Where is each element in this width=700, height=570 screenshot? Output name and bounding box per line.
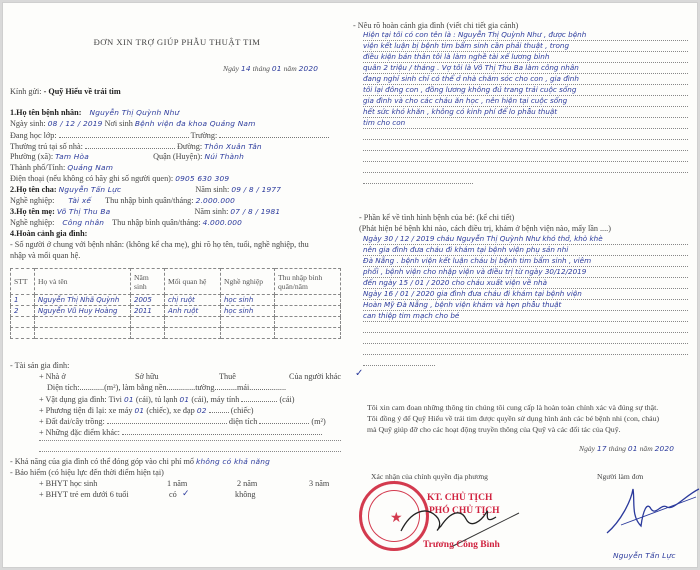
patient-street: Thôn Xuân Tân xyxy=(204,142,262,151)
illness-label: - Phần kể về tình hình bệnh của bé: (kể chi tiết) xyxy=(359,213,515,222)
scanned-application-form xyxy=(2,2,698,568)
bike-count: 02 xyxy=(196,406,207,415)
patient-district: Núi Thành xyxy=(204,152,244,161)
patient-city: Quảng Nam xyxy=(67,163,114,172)
mother-job-row: Nghề nghiệp: Công nhân Thu nhập bình quân/tháng: 4.000.000 xyxy=(10,218,243,227)
patient-dob: 08 / 12 / 2019 xyxy=(47,119,103,128)
mother-job: Công nhân xyxy=(62,218,105,227)
table-row: 1 Nguyễn Thị Nhã Quỳnh 2005 chị ruột học sinh xyxy=(11,295,341,306)
area-row: Diện tích:............(m²), làm bằng nền..............tường...........mái.................. xyxy=(47,383,287,392)
mother-dob: 07 / 8 / 1981 xyxy=(230,207,281,216)
other-features-row: + Những đặc điểm khác: xyxy=(39,427,322,438)
family-members-table xyxy=(10,268,341,339)
illness-sublabel: (Phát hiện bé bệnh khi nào, cách điều trị, khám ở bệnh viện nào, mấy lần ....) xyxy=(359,224,611,233)
assets-label: - Tài sản gia đình: xyxy=(10,361,70,370)
family-heading: 4.Hoàn cảnh gia đình: xyxy=(10,229,88,238)
patient-ward-row: Phường (xã): Tam Hòa Quận (Huyện): Núi Thành xyxy=(10,152,244,161)
table-row: 2 Nguyễn Vũ Huy Hoàng 2011 Anh ruột học sinh xyxy=(11,306,341,317)
authority-name: Trương Công Bình xyxy=(423,540,500,550)
patient-name: Nguyễn Thị Quỳnh Như xyxy=(89,108,180,117)
patient-address-row: Thường trú tại số nhà: Đường: Thôn Xuân Tân xyxy=(10,142,262,151)
col-income: Thu nhập bình quân/năm xyxy=(275,269,341,295)
date-day: 14 xyxy=(240,64,251,73)
patient-name-row: 1.Họ tên bệnh nhân: Nguyễn Thị Quỳnh Như xyxy=(10,108,180,117)
col-stt: STT xyxy=(11,269,35,295)
patient-phone: 0905 630 309 xyxy=(175,174,230,183)
father-name-row: 2.Họ tên cha: Nguyễn Tấn Lực Năm sinh: 09 / 8 / 1977 xyxy=(10,185,282,194)
house-other-check-icon: ✓ xyxy=(355,368,364,379)
col-relationship: Mối quan hệ xyxy=(165,269,221,295)
mother-income: 4.000.000 xyxy=(202,218,243,227)
father-name: Nguyễn Tấn Lực xyxy=(58,185,122,194)
authority-title-1: KT. CHỦ TỊCH xyxy=(427,493,493,503)
patient-ward: Tam Hòa xyxy=(55,152,89,161)
date-top: Ngày 14 tháng 01 năm 2020 xyxy=(223,64,319,73)
patient-city-row: Thành phố/Tỉnh: Quảng Nam xyxy=(10,163,114,172)
col-occupation: Nghề nghiệp xyxy=(221,269,275,295)
circumstance-label: - Nêu rõ hoàn cảnh gia đình (viết chi tiết gia cảnh) xyxy=(353,21,519,30)
table-row xyxy=(11,328,341,339)
insurance-student-row: + BHYT học sinh 1 năm 2 năm 3 năm xyxy=(39,479,330,488)
form-page-right: - Nêu rõ hoàn cảnh gia đình (viết chi tiết gia cảnh) Hiện tại tôi có con tên là : Nguyễn Thị Quỳnh Như , được bệnh viện kết luận bị bệnh tim bẩm sinh cần phải thuật , trong điều kiện bản thân tôi là làm nghề tài xế lương bình quân 2 triệu / tháng . Vợ tôi là Võ Thị Thu Ba làm công nhân đang nghỉ sinh chỉ có thể ở nhà chăm sóc cho con , gia đình tôi lại đông con , đồng lương không đủ trang trải cuộc sống gia đình và cho các cháu ăn học , nên hiện tại cuộc sống hết sức khó khăn , không có kinh phí để lo phẫu thuật tim cho con - Phần kể về tình hình bệnh của bé: (kể chi tiết) (Phát hiện bé bệnh khi nào, cách điều trị, khám ở bệnh viện nào, mấy lần ....) Ngày 30 / 12 / 2019 cháu Nguyễn Thị Quỳnh Như khó thở, khò khè nên gia đình đưa cháu đi khám tại bệnh viện phụ sản nhi Đà Nẵng . bệnh viện kết luận cháu bị bệnh tim bẩm sinh , viêm phổi , bệnh viện cho nhập viện và điều trị từ ngày 30/12/2019 đến ngày 15 / 01 / 2020 cho cháu xuất viện về nhà Ngày 16 / 01 / 2020 gia đình đưa cháu đi khám tại bệnh viện Hoàn Mỹ Đà Nẵng , bệnh viện khám và hẹn phẫu thuật can thiệp tim mạch cho bé Tôi xin cam đoan những thông tin chúng tôi cung cấp là hoàn toàn chính xác và đúng sự thật. Tôi đồng ý để Quỹ Hiểu về trái tim được quyền sử dụng hình ảnh các bé bệnh nhi (con, cháu) mà Quỹ giúp đỡ cho các hoạt động truyền thông của Quỹ và các đối tác của Quỹ. Ngày 17 tháng 01 năm 2020 Xác nhận của chính quyền địa phương Người làm đơn ★ KT. CHỦ TỊCH PHÓ CHỦ TỊCH Trương Công Bình Nguyễn Tấn Lực xyxy=(351,3,699,569)
insurance-label: - Bảo hiểm (có hiệu lực đến thời điểm hiện tại) xyxy=(10,468,164,477)
declaration-line-3: mà Quỹ giúp đỡ cho các hoạt động truyền thông của Quỹ và các đối tác của Quỹ. xyxy=(367,425,621,434)
patient-birthplace: Bệnh viện đa khoa Quảng Nam xyxy=(134,119,256,128)
applicant-name: Nguyễn Tấn Lực xyxy=(613,551,676,560)
patient-dob-row: Ngày sinh: 08 / 12 / 2019 Nơi sinh Bệnh viện đa khoa Quảng Nam xyxy=(10,119,256,128)
motorbike-count: 01 xyxy=(134,406,145,415)
goods-row: + Vật dụng gia đình: Tivi 01 (cái), tủ lạnh 01 (cái), máy tính (cái) xyxy=(39,395,295,404)
date-bottom: Ngày 17 tháng 01 năm 2020 xyxy=(579,444,675,453)
authority-label: Xác nhận của chính quyền địa phương xyxy=(371,472,488,481)
patient-phone-row: Điện thoại (nếu không có hãy ghi số người quen): 0905 630 309 xyxy=(10,174,230,183)
father-job-row: Nghề nghiệp: Tài xế Thu nhập bình quân/tháng: 2.000.000 xyxy=(10,196,236,205)
cohab-note-1: - Số người ở chung với bệnh nhân: (không kể cha mẹ), ghi rõ họ tên, tuổi, nghề nghiệp, thu xyxy=(10,240,309,249)
blank-line xyxy=(39,451,341,452)
declaration-line-2: Tôi đồng ý để Quỹ Hiểu về trái tim được quyền sử dụng hình ảnh các bé bệnh nhi (con, cháu) xyxy=(367,414,660,423)
mother-name-row: 3.Họ tên mẹ: Võ Thị Thu Ba Năm sinh: 07 / 8 / 1981 xyxy=(10,207,281,216)
declaration-line-1: Tôi xin cam đoan những thông tin chúng tôi cung cấp là hoàn toàn chính xác và đúng sự thật. xyxy=(367,403,659,412)
date-year: 2020 xyxy=(298,64,319,73)
contribution-value: không có khả năng xyxy=(196,457,270,466)
date-month: 01 xyxy=(271,64,282,73)
table-row xyxy=(11,317,341,328)
father-income: 2.000.000 xyxy=(195,196,236,205)
blank-line xyxy=(39,440,341,441)
mother-name: Võ Thị Thu Ba xyxy=(56,207,111,216)
table-header-row xyxy=(11,269,341,295)
form-page-left xyxy=(3,3,364,569)
contribution-row: - Khả năng của gia đình có thể đóng góp vào chi phí mổ không có khả năng xyxy=(10,457,270,466)
house-row: + Nhà ở Sở hữu Thuê Của người khác ✓ xyxy=(39,368,364,381)
authority-title-2: PHÓ CHỦ TỊCH xyxy=(429,506,500,516)
insurance-child-row: + BHYT trẻ em dưới 6 tuổi có ✓ không xyxy=(39,489,256,499)
insurance-child-check-icon: ✓ xyxy=(182,489,190,499)
cohab-note-2: nhập và mối quan hệ. xyxy=(10,251,81,260)
recipient: Kính gửi: - Quỹ Hiểu về trái tim xyxy=(10,87,121,96)
official-stamp-icon: ★ xyxy=(359,481,429,551)
vehicle-row: + Phương tiện đi lại: xe máy 01 (chiếc), xe đạp 02 (chiếc) xyxy=(39,406,254,415)
document-title: ĐƠN XIN TRỢ GIÚP PHẪU THUẬT TIM xyxy=(93,37,261,47)
patient-class-row: Đang học lớp: Trường: xyxy=(10,130,329,141)
land-row: + Đất đai/cây trồng: diện tích (m²) xyxy=(39,417,326,426)
father-job: Tài xế xyxy=(68,196,92,205)
applicant-label: Người làm đơn xyxy=(597,472,644,481)
applicant-signature-icon xyxy=(601,481,700,536)
col-name: Họ và tên xyxy=(35,269,131,295)
tv-count: 01 xyxy=(124,395,134,404)
fridge-count: 01 xyxy=(179,395,190,404)
father-dob: 09 / 8 / 1977 xyxy=(231,185,282,194)
col-birth-year: Năm sinh xyxy=(131,269,165,295)
